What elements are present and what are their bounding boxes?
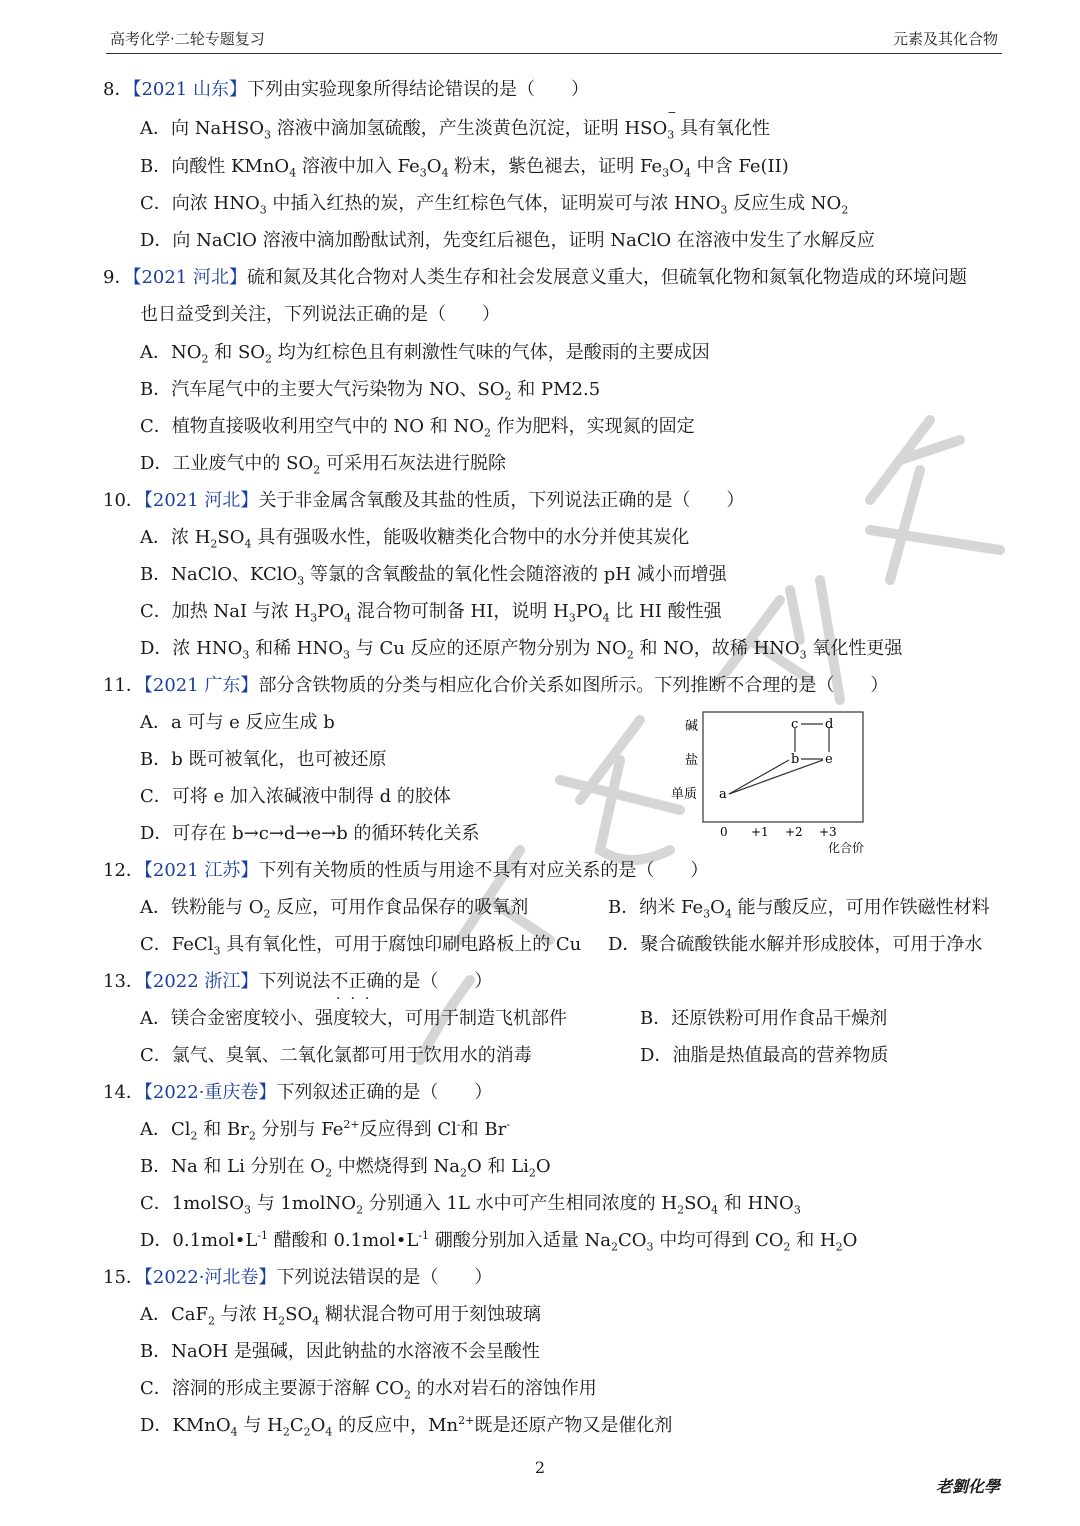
point-b: b xyxy=(791,752,800,767)
q8-option-b: B．向酸性 KMnO$_4$ 溶液中加入 $Fe_3O_4$ 粉末，紫色褪去，证明 $Fe_3O_4$ 中含 Fe(II) xyxy=(140,156,789,180)
x-tick-1: +1 xyxy=(751,825,769,839)
question-13-stem: 13．【2022 浙江】下列说法不正确的是（ ） xyxy=(103,971,493,992)
q13-option-c: C．氯气、臭氧、二氧化氯都可用于饮用水的消毒 xyxy=(140,1045,532,1066)
q14-option-c: C．1molSO$_3$ 与 1molNO$_2$ 分别通入 1L 水中可产生相同浓度的 $H_2SO_4$ 和 $HNO_3$ xyxy=(140,1193,801,1217)
q12-option-b: B．纳米 $Fe_3O_4$ 能与酸反应，可用作铁磁性材料 xyxy=(608,897,990,921)
y-label-element: 单质 xyxy=(671,787,698,802)
source-tag: 【2022·重庆卷】 xyxy=(143,1082,277,1103)
q10-option-b: B．NaClO、KClO$_3$ 等氯的含氧酸盐的氧化性会随溶液的 pH 减小而增强 xyxy=(140,564,727,588)
point-c: c xyxy=(791,717,799,732)
q11-option-c: C．可将 e 加入浓碱液中制得 d 的胶体 xyxy=(140,786,451,807)
q15-option-d: D．KMnO$_4$ 与 $H_2C_2O_4$ 的反应中，$Mn^{2+}$既是还原产物又是催化剂 xyxy=(140,1414,673,1439)
source-tag: 【2021 山东】 xyxy=(132,79,247,100)
q10-option-c: C．加热 NaI 与浓 $H_3PO_4$ 混合物可制备 HI，说明 $H_3PO_4$ 比 HI 酸性强 xyxy=(140,601,722,625)
q10-option-a: A．浓 $H_2SO_4$ 具有强吸水性，能吸收糖类化合物中的水分并使其炭化 xyxy=(140,527,690,551)
q15-option-c: C．溶洞的形成主要源于溶解 $CO_2$ 的水对岩石的溶蚀作用 xyxy=(140,1378,597,1402)
header-left-title: 高考化学·二轮专题复习 xyxy=(110,30,265,48)
chart-frame xyxy=(703,712,863,822)
q9-option-b: B．汽车尾气中的主要大气污染物为 NO、$SO_2$ 和 PM2.5 xyxy=(140,379,601,403)
q12-option-a: A．铁粉能与 $O_2$ 反应，可用作食品保存的吸氧剂 xyxy=(140,897,529,921)
x-axis-label: 化合价 xyxy=(828,841,865,855)
x-tick-3: +3 xyxy=(819,825,837,839)
q9-option-a: A．$NO_2$ 和 $SO_2$ 均为红棕色且有刺激性气味的气体，是酸雨的主要成因 xyxy=(140,342,710,366)
question-9-stem-cont: 也日益受到关注，下列说法正确的是（ ） xyxy=(140,304,500,325)
emphasis-dots: ··· xyxy=(336,991,380,1007)
q8-option-c: C．向浓 $HNO_3$ 中插入红热的炭，产生红棕色气体，证明炭可与浓 $HNO_3$ 反应生成 $NO_2$ xyxy=(140,193,849,217)
x-tick-0: 0 xyxy=(720,825,728,839)
iron-valence-chart xyxy=(665,706,885,856)
line-a-e xyxy=(729,760,823,794)
question-10-stem: 10．【2021 河北】关于非金属含氧酸及其盐的性质，下列说法正确的是（ ） xyxy=(103,490,745,511)
q8-option-d: D．向 NaClO 溶液中滴加酚酞试剂，先变红后褪色，证明 NaClO 在溶液中发生了水解反应 xyxy=(140,230,875,251)
question-8-stem: 8．【2021 山东】下列由实验现象所得结论错误的是（ ） xyxy=(103,79,589,100)
q8-option-a: A．向 NaHSO$_3$ 溶液中滴加氢硫酸，产生淡黄色沉淀，证明 $HSO_3$ − 具有氧化性 xyxy=(140,106,770,142)
question-15-stem: 15．【2022·河北卷】下列说法错误的是（ ） xyxy=(103,1267,493,1288)
q11-option-a: A．a 可与 e 反应生成 b xyxy=(140,712,335,733)
header-divider xyxy=(106,53,1002,54)
q12-option-d: D．聚合硫酸铁能水解并形成胶体，可用于净水 xyxy=(608,934,983,955)
header-right-title: 元素及其化合物 xyxy=(892,30,998,48)
y-label-base: 碱 xyxy=(685,719,699,734)
question-9-stem: 9．【2021 河北】硫和氮及其化合物对人类生存和社会发展意义重大，但硫氧化物和氮氧化物造成的环境问题 xyxy=(103,267,967,288)
q9-option-d: D．工业废气中的 $SO_2$ 可采用石灰法进行脱除 xyxy=(140,453,506,477)
source-tag: 【2021 江苏】 xyxy=(143,860,259,881)
brand-logo: 老劉化學 xyxy=(935,1477,1000,1496)
q11-option-d: D．可存在 b→c→d→e→b 的循环转化关系 xyxy=(140,823,480,844)
q14-option-a: A．$Cl_2$ 和 $Br_2$ 分别与 $Fe^{2+}$反应得到 Cl-和 Br- xyxy=(140,1118,510,1143)
q9-option-c: C．植物直接吸收利用空气中的 NO 和 $NO_2$ 作为肥料，实现氮的固定 xyxy=(140,416,695,440)
line-a-b xyxy=(729,760,789,794)
q10-option-d: D．浓 $HNO_3$ 和稀 $HNO_3$ 与 Cu 反应的还原产物分别为 $NO_2$ 和 NO，故稀 $HNO_3$ 氧化性更强 xyxy=(140,638,903,662)
q14-option-b: B．Na 和 Li 分别在 $O_2$ 中燃烧得到 $Na_2O$ 和 $Li_2O$ xyxy=(140,1156,551,1180)
q15-option-b: B．NaOH 是强碱，因此钠盐的水溶液不会呈酸性 xyxy=(140,1341,540,1362)
question-12-stem: 12．【2021 江苏】下列有关物质的性质与用途不具有对应关系的是（ ） xyxy=(103,860,709,881)
point-e: e xyxy=(825,752,833,767)
source-tag: 【2021 河北】 xyxy=(132,267,247,288)
question-14-stem: 14．【2022·重庆卷】下列叙述正确的是（ ） xyxy=(103,1082,493,1103)
x-tick-2: +2 xyxy=(785,825,803,839)
question-11-stem: 11．【2021 广东】部分含铁物质的分类与相应化合价关系如图所示。下列推断不合理的是（ ） xyxy=(103,675,889,696)
page-number: 2 xyxy=(534,1458,546,1477)
q13-option-d: D．油脂是热值最高的营养物质 xyxy=(640,1045,889,1066)
source-tag: 【2022 浙江】 xyxy=(143,971,259,992)
q12-option-c: C．FeCl$_3$ 具有氧化性，可用于腐蚀印刷电路板上的 Cu xyxy=(140,934,582,958)
q13-option-b: B．还原铁粉可用作食品干燥剂 xyxy=(640,1008,888,1029)
source-tag: 【2022·河北卷】 xyxy=(143,1267,277,1288)
point-a: a xyxy=(719,787,727,802)
y-label-salt: 盐 xyxy=(685,753,699,768)
q11-option-b: B．b 既可被氧化，也可被还原 xyxy=(140,749,387,770)
source-tag: 【2021 广东】 xyxy=(143,675,259,696)
source-tag: 【2021 河北】 xyxy=(143,490,259,511)
q14-option-d: D．$0.1mol•L^{-1}$ 醋酸和 $0.1mol•L^{-1}$ 硼酸分别加入适量 $Na_2CO_3$ 中均可得到 $CO_2$ 和 $H_2O$ xyxy=(140,1229,858,1254)
point-d: d xyxy=(825,717,834,732)
q15-option-a: A．CaF$_2$ 与浓 $H_2SO_4$ 糊状混合物可用于刻蚀玻璃 xyxy=(140,1304,541,1328)
q13-option-a: A．镁合金密度较小、强度较大，可用于制造飞机部件 xyxy=(140,1008,567,1029)
